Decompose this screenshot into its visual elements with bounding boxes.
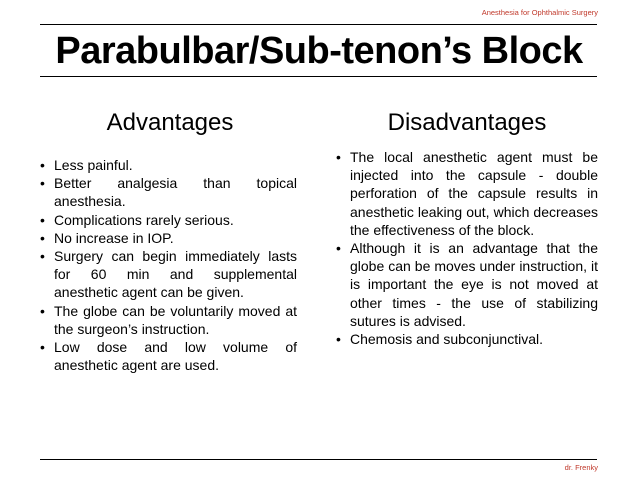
slide-title: Parabulbar/Sub-tenon’s Block bbox=[55, 30, 583, 72]
advantages-list bbox=[40, 156, 297, 374]
advantages-heading: Advantages bbox=[106, 109, 234, 136]
advantage-item: • Low dose and low volume of anesthetic agent are used. bbox=[40, 338, 297, 374]
advantage-item: • No increase in IOP. bbox=[40, 229, 297, 247]
advantage-item: • Less painful. bbox=[40, 156, 297, 174]
disadvantages-list bbox=[336, 148, 598, 348]
footer-author: dr. Frenky bbox=[564, 463, 598, 472]
advantage-item: • The globe can be voluntarily moved at the surgeon’s instruction. bbox=[40, 302, 297, 338]
top-divider bbox=[40, 24, 597, 25]
advantage-item: • Complications rarely serious. bbox=[40, 211, 297, 229]
disadvantage-item: • The local anesthetic agent must be injected into the capsule - double perforation of the capsule results in anesthetic leaking out, which decreases the effectiveness of the block. bbox=[336, 148, 598, 239]
disadvantage-item: • Although it is an advantage that the globe can be moves under instruction, it is important the eye is not moved at other times - the use of stabilizing sutures is advised. bbox=[336, 239, 598, 330]
disadvantage-item: • Chemosis and subconjunctival. bbox=[336, 330, 598, 348]
header-course-label: Anesthesia for Ophthalmic Surgery bbox=[481, 8, 598, 17]
disadvantages-heading: Disadvantages bbox=[387, 109, 547, 136]
title-divider bbox=[40, 76, 597, 77]
advantage-item: • Surgery can begin immediately lasts for 60 min and supplemental anesthetic agent can be given. bbox=[40, 247, 297, 302]
bottom-divider bbox=[40, 459, 597, 460]
advantage-item: • Better analgesia than topical anesthesia. bbox=[40, 174, 297, 210]
